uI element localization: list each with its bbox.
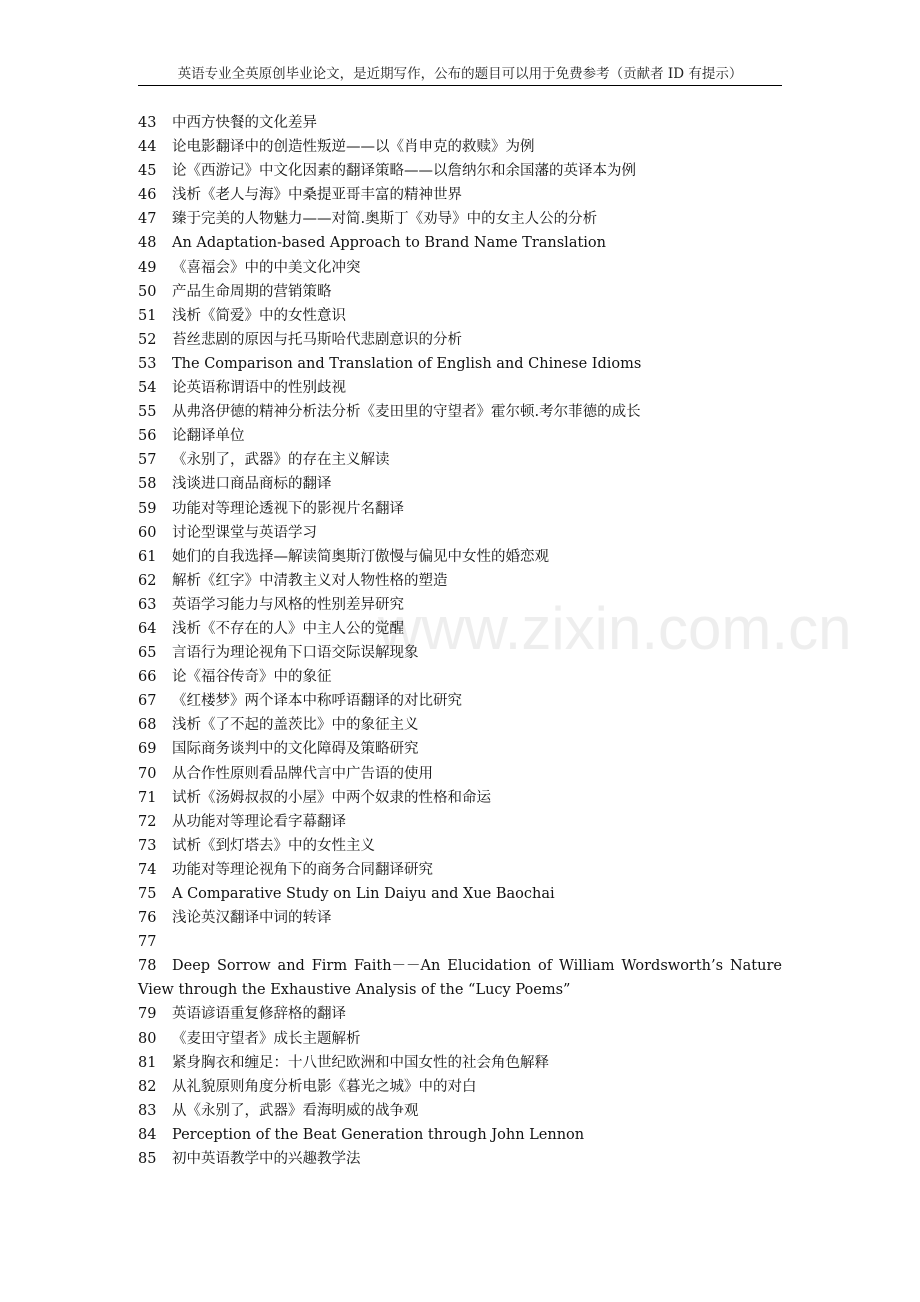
item-number: 44 [138, 139, 157, 156]
list-item [138, 472, 782, 496]
item-number: 77 [138, 934, 157, 951]
item-number: 60 [138, 524, 157, 541]
item-number: 49 [138, 259, 157, 276]
item-number: 57 [138, 452, 157, 469]
item-title: 浅析《了不起的盖茨比》中的象征主义 [172, 717, 419, 734]
list-item [138, 665, 782, 689]
item-number: 64 [138, 620, 157, 637]
item-title: 英语学习能力与风格的性别差异研究 [172, 596, 404, 613]
list-item [138, 954, 782, 1002]
thesis-title-list [138, 111, 782, 1171]
item-number: 74 [138, 861, 157, 878]
item-number: 76 [138, 910, 157, 927]
item-number: 56 [138, 428, 157, 445]
item-number: 69 [138, 741, 157, 758]
item-number: 48 [138, 235, 157, 252]
list-item [138, 1147, 782, 1171]
item-title: 从功能对等理论看字幕翻译 [172, 813, 346, 830]
list-item [138, 231, 782, 255]
list-item [138, 1075, 782, 1099]
item-title: 浅析《简爱》中的女性意识 [172, 307, 346, 324]
list-item [138, 713, 782, 737]
item-title: 试析《到灯塔去》中的女性主义 [172, 837, 375, 854]
item-title: Perception of the Beat Generation through John Lennon [172, 1126, 585, 1143]
list-item [138, 256, 782, 280]
item-number: 70 [138, 765, 157, 782]
item-number: 82 [138, 1078, 157, 1095]
list-item [138, 617, 782, 641]
item-number: 58 [138, 476, 157, 493]
item-title: 言语行为理论视角下口语交际误解现象 [172, 645, 419, 662]
list-item [138, 304, 782, 328]
item-title: 论翻译单位 [172, 428, 245, 445]
item-title: 产品生命周期的营销策略 [172, 283, 332, 300]
list-item [138, 810, 782, 834]
page-header [138, 64, 782, 86]
item-number: 45 [138, 163, 157, 180]
item-title: Deep Sorrow and Firm Faith－－An Elucidation of William Wordsworth’s Nature View through the Exhaustive Analysis of the “Lucy Poems” [138, 958, 782, 999]
item-title: 初中英语教学中的兴趣教学法 [172, 1151, 361, 1168]
list-item [138, 906, 782, 930]
item-number: 54 [138, 380, 157, 397]
item-number: 66 [138, 669, 157, 686]
item-number: 53 [138, 355, 157, 372]
item-number: 80 [138, 1030, 157, 1047]
list-item [138, 376, 782, 400]
item-title: 讨论型课堂与英语学习 [172, 524, 317, 541]
list-item [138, 328, 782, 352]
item-number: 63 [138, 596, 157, 613]
item-title: 英语谚语重复修辞格的翻译 [172, 1006, 346, 1023]
list-item [138, 882, 782, 906]
list-item [138, 689, 782, 713]
item-title: 论电影翻译中的创造性叛逆——以《肖申克的救赎》为例 [172, 139, 535, 156]
item-number: 75 [138, 886, 157, 902]
list-item [138, 183, 782, 207]
item-title: 功能对等理论透视下的影视片名翻译 [172, 500, 404, 517]
list-item [138, 280, 782, 304]
item-title: 紧身胸衣和缠足：十八世纪欧洲和中国女性的社会角色解释 [172, 1054, 549, 1071]
item-number: 83 [138, 1102, 157, 1119]
item-number: 79 [138, 1006, 157, 1023]
list-item [138, 400, 782, 424]
item-title: 浅谈进口商品商标的翻译 [172, 476, 332, 493]
item-title: 《麦田守望者》成长主题解析 [172, 1030, 361, 1047]
item-number: 84 [138, 1126, 157, 1143]
list-item [138, 737, 782, 761]
list-item [138, 1099, 782, 1123]
item-number: 71 [138, 789, 157, 806]
list-item [138, 786, 782, 810]
item-number: 67 [138, 693, 157, 710]
list-item [138, 641, 782, 665]
list-item [138, 424, 782, 448]
watermark: www.zixin.com.cn [378, 595, 852, 662]
item-title: 中西方快餐的文化差异 [172, 115, 317, 131]
item-title: 《红楼梦》两个译本中称呼语翻译的对比研究 [172, 693, 462, 710]
item-number: 52 [138, 331, 157, 348]
item-number: 46 [138, 187, 157, 204]
item-title: 试析《汤姆叔叔的小屋》中两个奴隶的性格和命运 [172, 789, 491, 806]
item-number: 59 [138, 500, 157, 517]
item-title: 从弗洛伊德的精神分析法分析《麦田里的守望者》霍尔顿.考尔菲德的成长 [172, 404, 641, 421]
list-item [138, 1123, 782, 1147]
item-title: 《喜福会》中的中美文化冲突 [172, 259, 361, 276]
item-number: 47 [138, 211, 157, 228]
item-title: 论英语称谓语中的性别歧视 [172, 380, 346, 397]
item-number: 55 [138, 404, 157, 421]
list-item [138, 930, 782, 954]
header-text: 英语专业全英原创毕业论文，是近期写作，公布的题目可以用于免费参考（贡献者 ID 有提示） [177, 66, 743, 82]
item-number: 43 [138, 115, 157, 131]
item-title: 论《西游记》中文化因素的翻译策略——以詹纳尔和余国藩的英译本为例 [172, 163, 636, 180]
item-number: 73 [138, 837, 157, 854]
item-title: 功能对等理论视角下的商务合同翻译研究 [172, 861, 433, 878]
item-title: 国际商务谈判中的文化障碍及策略研究 [172, 741, 419, 758]
item-number: 65 [138, 645, 157, 662]
item-title: 解析《红字》中清教主义对人物性格的塑造 [172, 572, 448, 589]
list-item [138, 593, 782, 617]
item-title: 浅析《老人与海》中桑提亚哥丰富的精神世界 [172, 187, 462, 204]
list-item [138, 1002, 782, 1026]
item-number: 78 [138, 958, 157, 975]
list-item [138, 858, 782, 882]
item-title: 苔丝悲剧的原因与托马斯哈代悲剧意识的分析 [172, 331, 462, 348]
item-number: 85 [138, 1151, 157, 1168]
list-item [138, 1051, 782, 1075]
list-item [138, 521, 782, 545]
item-title: A Comparative Study on Lin Daiyu and Xue Baochai [172, 886, 555, 902]
item-title: 从合作性原则看品牌代言中广告语的使用 [172, 765, 433, 782]
item-title: 她们的自我选择—解读简奥斯汀傲慢与偏见中女性的婚恋观 [172, 548, 549, 565]
list-item [138, 159, 782, 183]
item-title: An Adaptation-based Approach to Brand Name Translation [172, 235, 606, 252]
item-title: 臻于完美的人物魅力——对简.奥斯丁《劝导》中的女主人公的分析 [172, 211, 598, 228]
item-title: 浅析《不存在的人》中主人公的觉醒 [172, 620, 404, 637]
item-number: 61 [138, 548, 157, 565]
item-number: 50 [138, 283, 157, 300]
list-item [138, 545, 782, 569]
item-title: 《永别了，武器》的存在主义解读 [172, 452, 390, 469]
item-title: 从礼貌原则角度分析电影《暮光之城》中的对白 [172, 1078, 477, 1095]
item-number: 81 [138, 1054, 157, 1071]
item-title: 论《福谷传奇》中的象征 [172, 669, 332, 686]
list-item [138, 352, 782, 376]
list-item [138, 762, 782, 786]
list-item [138, 111, 782, 135]
list-item [138, 834, 782, 858]
item-number: 72 [138, 813, 157, 830]
item-title: 浅论英汉翻译中词的转译 [172, 910, 332, 927]
item-number: 68 [138, 717, 157, 734]
list-item [138, 497, 782, 521]
list-item [138, 135, 782, 159]
list-item [138, 448, 782, 472]
list-item [138, 1027, 782, 1051]
item-title: 从《永别了，武器》看海明威的战争观 [172, 1102, 419, 1119]
item-number: 51 [138, 307, 157, 324]
item-title: The Comparison and Translation of English and Chinese Idioms [172, 355, 642, 372]
list-item [138, 569, 782, 593]
list-item [138, 207, 782, 231]
item-number: 62 [138, 572, 157, 589]
